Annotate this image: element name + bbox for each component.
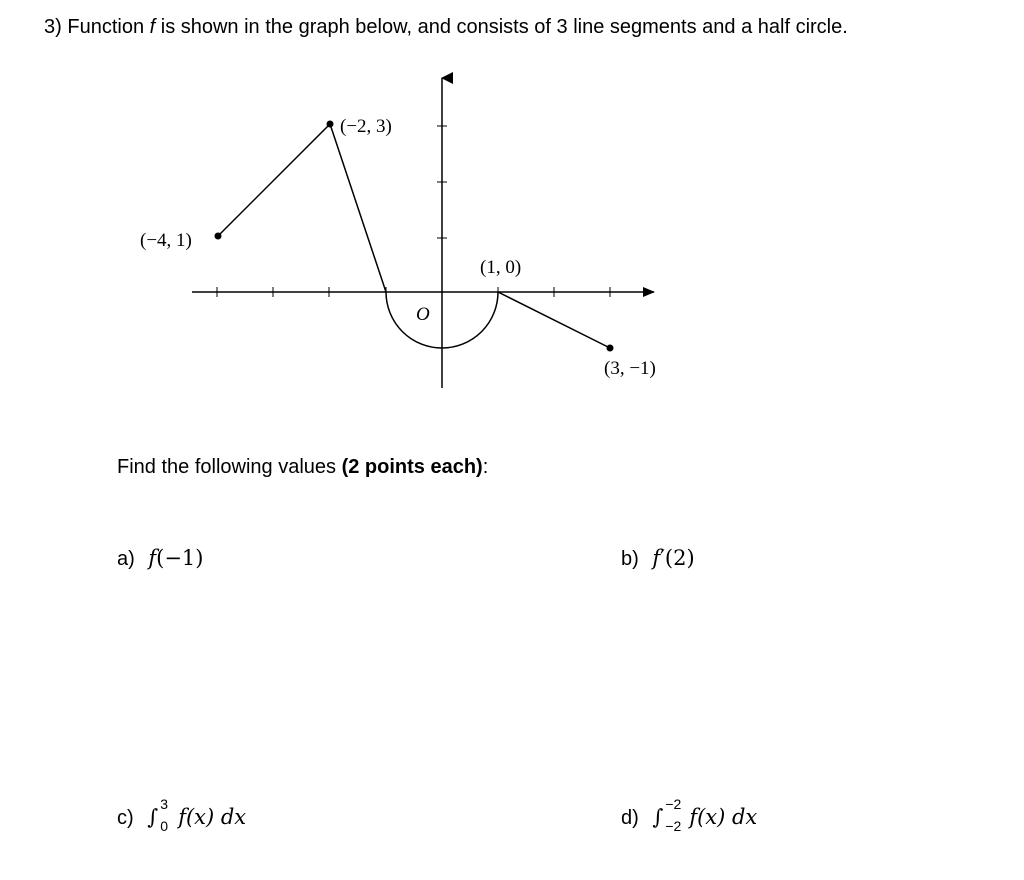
label-point-end: (3, −1)	[604, 358, 656, 379]
label-point-start: (−4, 1)	[140, 230, 192, 251]
part-d-integral-sign: ∫	[652, 805, 664, 829]
question-text-after: is shown in the graph below, and consists of 3 line segments and a half circle.	[155, 16, 848, 38]
part-a-expression	[148, 546, 203, 570]
dot-peak	[327, 121, 334, 128]
part-c-letter: c)	[117, 807, 134, 829]
part-c-lower-limit: 0	[160, 817, 168, 834]
function-name: f	[149, 16, 156, 38]
instruction-points: (2 points each)	[341, 456, 483, 478]
part-d	[621, 795, 758, 834]
part-a-letter: a)	[117, 548, 135, 570]
segment-2	[330, 124, 386, 292]
instruction	[117, 456, 488, 479]
part-d-upper-limit: −2	[665, 795, 682, 812]
part-d-letter: d)	[621, 807, 639, 829]
part-b	[621, 546, 695, 571]
part-d-integrand: f(x) dx	[689, 805, 758, 829]
dot-end	[607, 345, 614, 352]
question-text-before: Function	[67, 16, 150, 38]
part-c-upper-limit: 3	[160, 795, 168, 812]
question-number: 3)	[44, 16, 62, 38]
part-c-integral-sign: ∫	[147, 805, 159, 829]
dot-start	[215, 233, 222, 240]
part-b-letter: b)	[621, 548, 639, 570]
label-point-peak: (−2, 3)	[340, 116, 392, 137]
part-b-expression	[652, 546, 694, 570]
part-b-arg: ′(2)	[660, 546, 695, 570]
part-a-f: f	[148, 546, 157, 570]
part-c-limits	[158, 795, 178, 834]
label-origin: O	[416, 304, 430, 325]
part-a	[117, 546, 203, 571]
segment-3	[498, 292, 610, 348]
part-c-integrand: f(x) dx	[178, 805, 247, 829]
part-b-f: f	[652, 546, 661, 570]
part-d-lower-limit: −2	[665, 817, 682, 834]
part-a-arg: (−1)	[156, 546, 204, 570]
part-c	[117, 795, 247, 834]
instruction-colon: :	[482, 456, 489, 478]
segment-1	[218, 124, 330, 236]
instruction-text: Find the following values	[117, 456, 342, 478]
label-point-one-zero: (1, 0)	[480, 257, 522, 278]
part-d-limits	[663, 795, 689, 834]
